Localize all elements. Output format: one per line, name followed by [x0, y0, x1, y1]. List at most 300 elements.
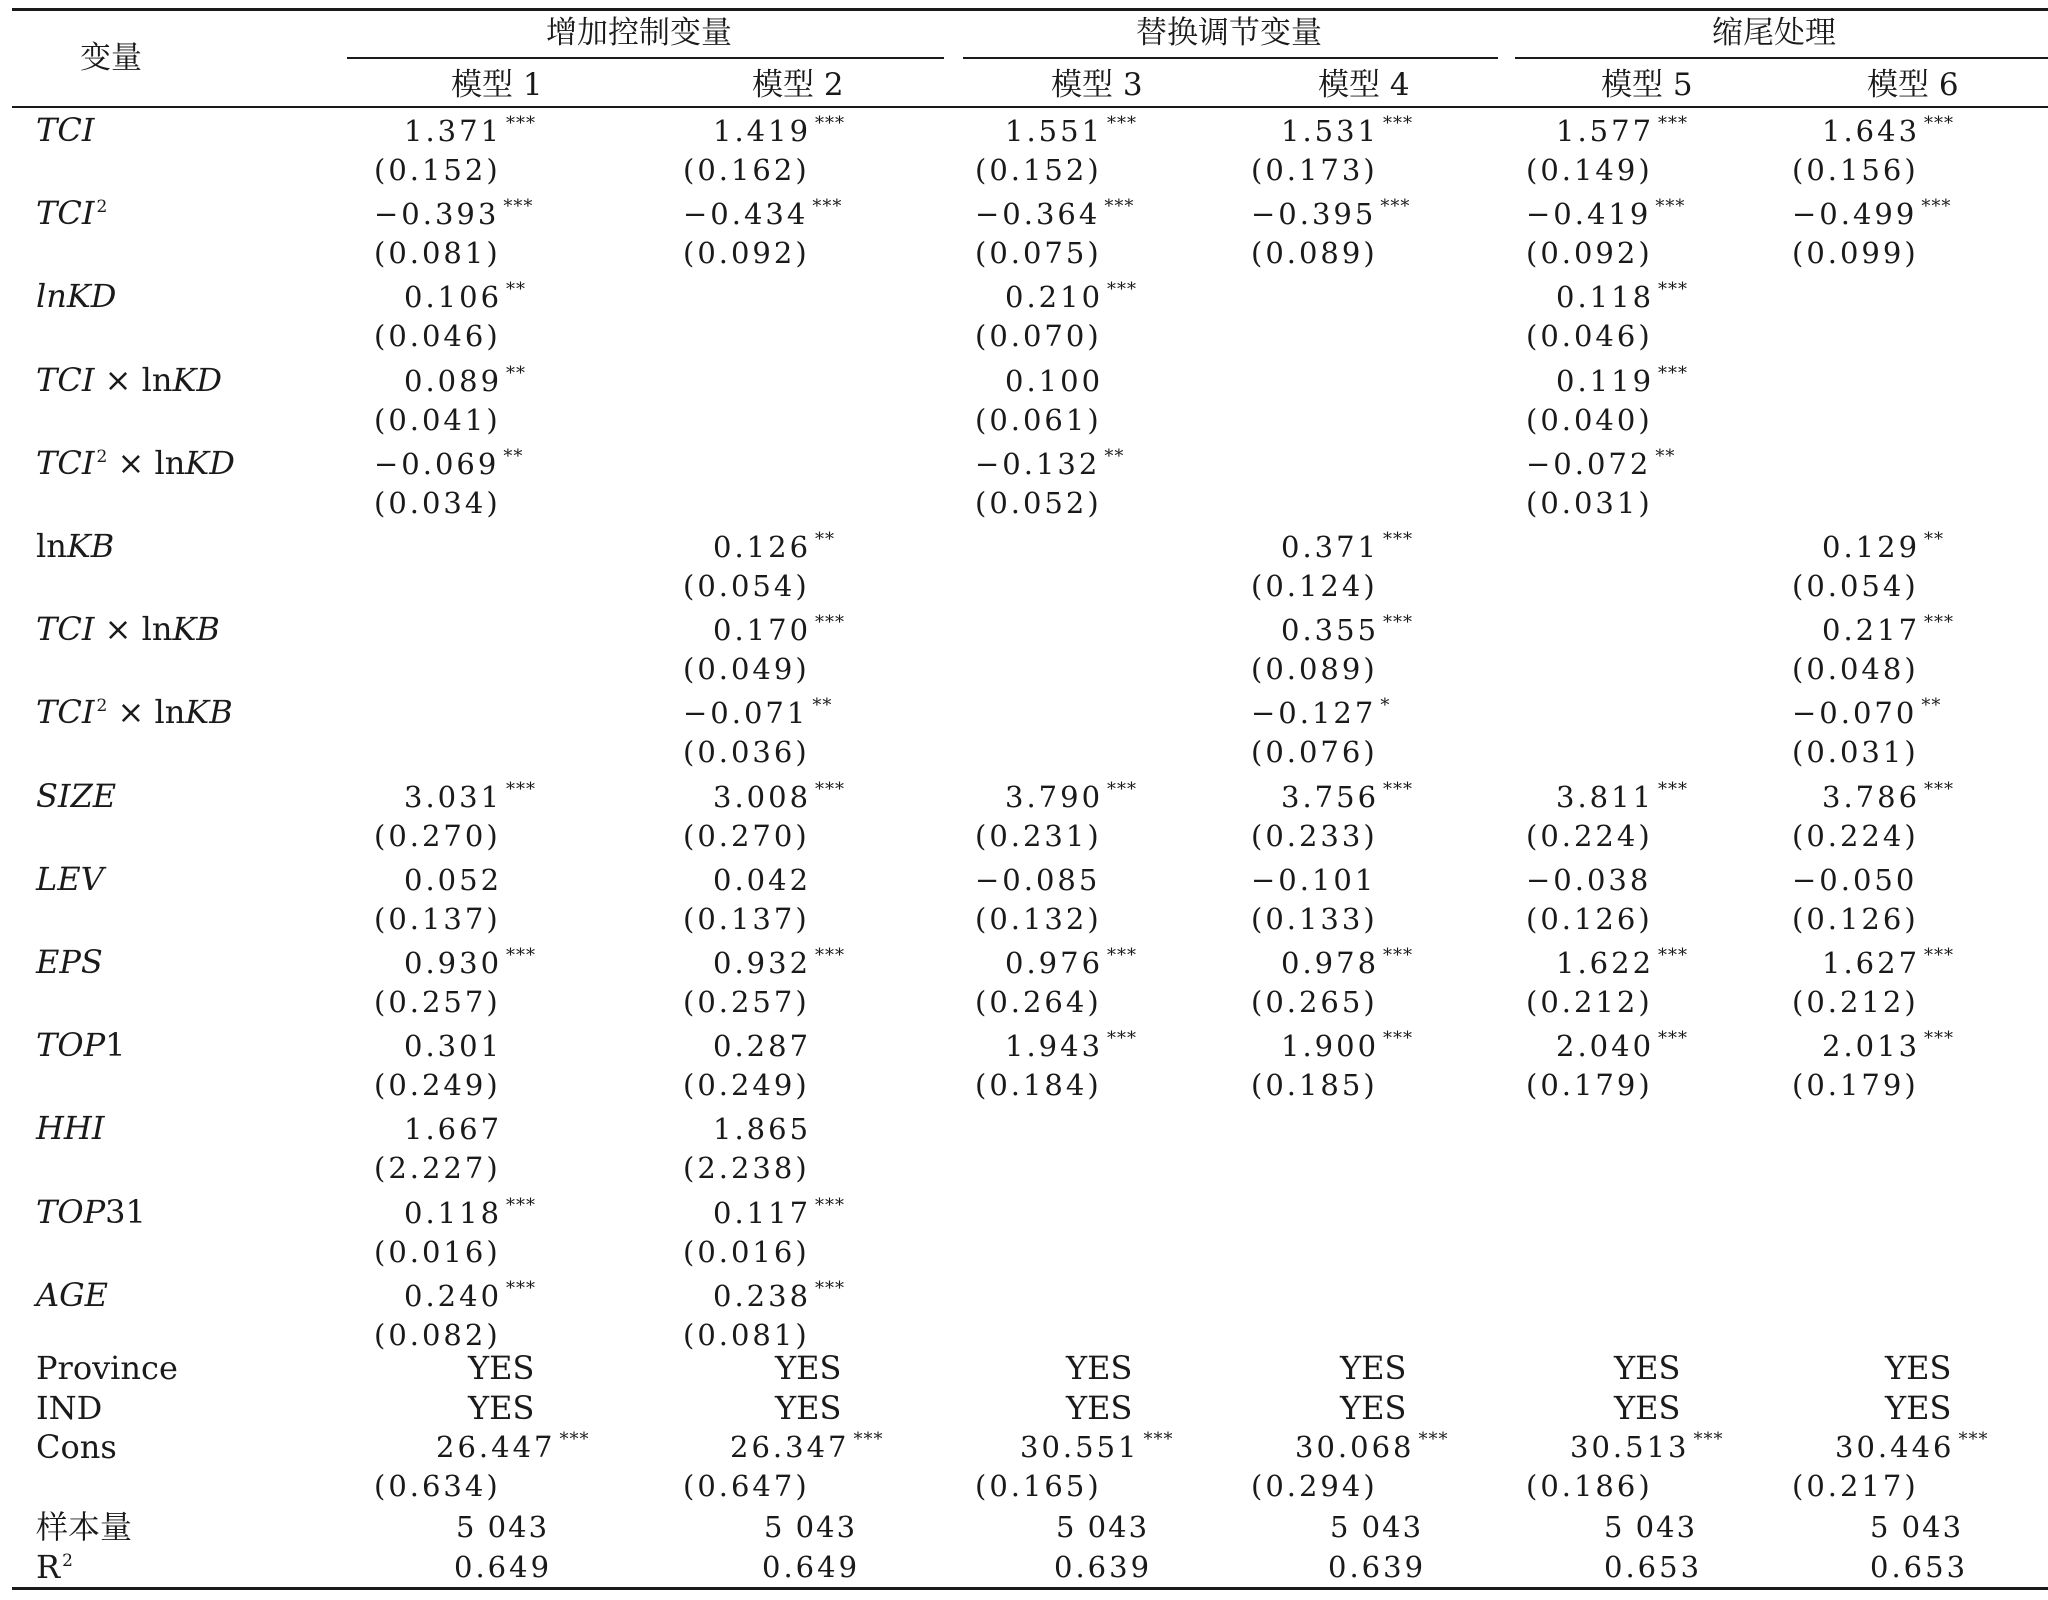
coefficient-cell [404, 1029, 503, 1063]
coefficient-cell [975, 863, 1101, 897]
r-squared-value: 0.653 [1870, 1550, 1969, 1584]
label-suffix: × ln [94, 361, 173, 399]
sample-size-value: 5 043 [456, 1510, 550, 1544]
std-error-cell: (0.179) [1526, 1068, 1653, 1102]
coefficient-value: 0.210 [1005, 280, 1104, 314]
fixed-effect-value: YES [468, 1389, 535, 1427]
coefficient-value: −0.069 [374, 447, 500, 481]
coefficient-cell [1526, 196, 1686, 231]
label-suffix: × ln [107, 444, 186, 482]
coefficient-value: 1.643 [1822, 114, 1921, 148]
coefficient-cell [1835, 1429, 1989, 1464]
coefficient-cell [1792, 695, 1942, 730]
row-label [36, 1109, 105, 1147]
std-error-cell: (0.041) [374, 403, 501, 437]
coefficient-cell [1822, 1028, 1955, 1063]
sample-size-value: 5 043 [1870, 1510, 1964, 1544]
std-error-cell: (0.040) [1526, 403, 1653, 437]
r-squared-value: 0.639 [1328, 1550, 1427, 1584]
coefficient-value: 3.756 [1281, 780, 1380, 814]
significance-stars: *** [503, 196, 534, 217]
label-suffix: 31 [105, 1193, 146, 1231]
std-error-cell: (0.075) [975, 236, 1102, 270]
std-error-cell: (0.162) [683, 153, 810, 187]
significance-stars: *** [815, 779, 846, 800]
std-error-cell: (0.070) [975, 319, 1102, 353]
row-label [36, 277, 117, 315]
std-error-cell: (2.238) [683, 1151, 810, 1185]
std-error-cell: (2.227) [374, 1151, 501, 1185]
coefficient-value: −0.071 [683, 696, 809, 730]
std-error-cell: (0.049) [683, 652, 810, 686]
model-header-6: 模型 6 [1867, 67, 1959, 103]
coefficient-value: 1.667 [404, 1112, 503, 1146]
std-error-cell: (0.137) [374, 902, 501, 936]
coefficient-value: 0.240 [404, 1279, 503, 1313]
significance-stars: *** [1380, 196, 1411, 217]
significance-stars: *** [1383, 1028, 1414, 1049]
coefficient-value: 0.371 [1281, 530, 1380, 564]
significance-stars: *** [1107, 113, 1138, 134]
row-label [36, 194, 108, 232]
fixed-effect-value: YES [1614, 1349, 1681, 1387]
coefficient-cell [1281, 529, 1414, 564]
coefficient-cell [713, 945, 846, 980]
significance-stars: *** [815, 1195, 846, 1216]
label-prefix: ln [36, 527, 67, 565]
std-error-cell: (0.126) [1526, 902, 1653, 936]
std-error-cell: (0.137) [683, 902, 810, 936]
coefficient-value: 0.301 [404, 1029, 503, 1063]
std-error-cell: (0.152) [374, 153, 501, 187]
significance-stars: ** [506, 279, 527, 300]
coefficient-cell [404, 1278, 537, 1313]
std-error-cell: (0.034) [374, 486, 501, 520]
std-error-cell: (0.156) [1792, 153, 1919, 187]
coefficient-cell [1281, 945, 1414, 980]
std-error-cell: (0.249) [374, 1068, 501, 1102]
coefficient-cell [713, 1029, 812, 1063]
label-italic: TOP [36, 1026, 106, 1064]
label-superscript: 2 [96, 696, 108, 716]
coefficient-cell [1020, 1429, 1174, 1464]
coefficient-cell [1556, 945, 1689, 980]
significance-stars: *** [1143, 1429, 1174, 1450]
significance-stars: ** [1104, 446, 1125, 467]
coefficient-cell [730, 1429, 884, 1464]
std-error-cell: (0.061) [975, 403, 1102, 437]
coefficient-cell [1822, 779, 1955, 814]
r-squared-value: 0.649 [762, 1550, 861, 1584]
row-label [36, 1026, 126, 1064]
coefficient-cell [975, 446, 1125, 481]
coefficient-value: 0.976 [1005, 946, 1104, 980]
coefficient-value: 0.126 [713, 530, 812, 564]
significance-stars: ** [503, 446, 524, 467]
significance-stars: *** [506, 945, 537, 966]
std-error-cell: (0.224) [1526, 819, 1653, 853]
coefficient-cell [1281, 612, 1414, 647]
coefficient-cell [1526, 446, 1676, 481]
fixed-effect-value: YES [1066, 1349, 1133, 1387]
coefficient-value: −0.070 [1792, 696, 1918, 730]
row-label [36, 444, 235, 482]
coefficient-cell [683, 196, 843, 231]
coefficient-value: −0.072 [1526, 447, 1652, 481]
std-error-cell: (0.217) [1792, 1469, 1919, 1503]
coefficient-cell [436, 1429, 590, 1464]
significance-stars: *** [1383, 612, 1414, 633]
coefficient-value: 1.551 [1005, 114, 1104, 148]
coefficient-cell [404, 945, 537, 980]
std-error-cell: (0.647) [683, 1469, 810, 1503]
coefficient-value: 0.052 [404, 863, 503, 897]
significance-stars: *** [1383, 779, 1414, 800]
coefficient-value: 30.446 [1835, 1430, 1955, 1464]
coefficient-cell [1281, 1028, 1414, 1063]
label-italic: lnKD [36, 277, 117, 315]
coefficient-value: 0.930 [404, 946, 503, 980]
label-superscript: 2 [96, 447, 108, 467]
coefficient-value: −0.085 [975, 863, 1101, 897]
coefficient-cell [713, 779, 846, 814]
coefficient-value: 0.119 [1556, 364, 1655, 398]
r-squared-value: 0.639 [1054, 1550, 1153, 1584]
coefficient-cell [1792, 196, 1952, 231]
label-italic: AGE [36, 1276, 109, 1314]
std-error-cell: (0.092) [683, 236, 810, 270]
coefficient-cell [1570, 1429, 1724, 1464]
fixed-effect-value: YES [1340, 1389, 1407, 1427]
std-error-cell: (0.048) [1792, 652, 1919, 686]
coefficient-value: 30.513 [1570, 1430, 1690, 1464]
coefficient-cell [713, 1112, 812, 1146]
std-error-cell: (0.054) [683, 569, 810, 603]
label-italic: TCI [36, 111, 95, 149]
coefficient-value: 0.932 [713, 946, 812, 980]
coefficient-cell [1251, 695, 1391, 730]
coefficient-cell [1822, 529, 1945, 564]
std-error-cell: (0.212) [1792, 985, 1919, 1019]
coefficient-value: 0.355 [1281, 613, 1380, 647]
coefficient-value: 26.347 [730, 1430, 850, 1464]
std-error-cell: (0.173) [1251, 153, 1378, 187]
row-label [36, 1276, 109, 1314]
significance-stars: ** [1921, 695, 1942, 716]
significance-stars: *** [1658, 1028, 1689, 1049]
fixed-effect-value: YES [1885, 1349, 1952, 1387]
significance-stars: *** [506, 779, 537, 800]
std-error-cell: (0.149) [1526, 153, 1653, 187]
std-error-cell: (0.081) [683, 1318, 810, 1352]
significance-stars: *** [815, 612, 846, 633]
significance-stars: *** [1924, 113, 1955, 134]
row-label [36, 111, 95, 149]
std-error-cell: (0.212) [1526, 985, 1653, 1019]
significance-stars: *** [1104, 196, 1135, 217]
label-italic: TCI [36, 361, 95, 399]
significance-stars: ** [812, 695, 833, 716]
coefficient-cell [1281, 779, 1414, 814]
std-error-cell: (0.036) [683, 735, 810, 769]
coefficient-cell [404, 779, 537, 814]
coefficient-value: 1.943 [1005, 1029, 1104, 1063]
coefficient-cell [1295, 1429, 1449, 1464]
std-error-cell: (0.099) [1792, 236, 1919, 270]
label-italic: TCI [36, 444, 95, 482]
fixed-effect-value: YES [775, 1349, 842, 1387]
significance-stars: ** [1655, 446, 1676, 467]
significance-stars: *** [1924, 612, 1955, 633]
std-error-cell: (0.257) [683, 985, 810, 1019]
coefficient-value: 26.447 [436, 1430, 556, 1464]
significance-stars: *** [1924, 945, 1955, 966]
label-italic-2: KB [185, 693, 233, 731]
coefficient-value: 1.627 [1822, 946, 1921, 980]
label-suffix: × ln [94, 610, 173, 648]
label-italic: TCI [36, 194, 95, 232]
coefficient-value: 3.031 [404, 780, 503, 814]
significance-stars: *** [1658, 279, 1689, 300]
coefficient-value: 30.068 [1295, 1430, 1415, 1464]
fixed-effect-value: YES [1066, 1389, 1133, 1427]
coefficient-value: 0.170 [713, 613, 812, 647]
coefficient-value: 0.118 [404, 1196, 503, 1230]
row-label: Province [36, 1349, 178, 1387]
label-italic: TCI [36, 693, 95, 731]
group-rule-2 [963, 57, 1498, 59]
std-error-cell: (0.016) [683, 1235, 810, 1269]
std-error-cell: (0.179) [1792, 1068, 1919, 1102]
std-error-cell: (0.231) [975, 819, 1102, 853]
group-header-2: 替换调节变量 [1136, 15, 1322, 51]
significance-stars: *** [1107, 1028, 1138, 1049]
row-label [36, 610, 220, 648]
label-italic-2: KD [185, 444, 235, 482]
coefficient-cell [1251, 196, 1411, 231]
coefficient-value: 1.622 [1556, 946, 1655, 980]
coefficient-cell [1005, 113, 1138, 148]
coefficient-value: 0.217 [1822, 613, 1921, 647]
std-error-cell: (0.092) [1526, 236, 1653, 270]
coefficient-value: 0.106 [404, 280, 503, 314]
std-error-cell: (0.132) [975, 902, 1102, 936]
significance-stars: *** [1655, 196, 1686, 217]
significance-stars: *** [1107, 279, 1138, 300]
std-error-cell: (0.270) [374, 819, 501, 853]
label-italic: LEV [36, 860, 104, 898]
std-error-cell: (0.264) [975, 985, 1102, 1019]
label-suffix: × ln [107, 693, 186, 731]
r-squared-value: 0.653 [1604, 1550, 1703, 1584]
label-superscript: 2 [62, 1551, 73, 1571]
std-error-cell: (0.126) [1792, 902, 1919, 936]
significance-stars: *** [506, 113, 537, 134]
std-error-cell: (0.082) [374, 1318, 501, 1352]
label-italic: EPS [36, 943, 103, 981]
label-italic: TCI [36, 610, 95, 648]
std-error-cell: (0.185) [1251, 1068, 1378, 1102]
coefficient-cell [713, 863, 812, 897]
significance-stars: ** [1924, 529, 1945, 550]
coefficient-value: −0.419 [1526, 197, 1652, 231]
label-italic-2: KB [172, 610, 220, 648]
significance-stars: *** [1383, 529, 1414, 550]
coefficient-value: 0.042 [713, 863, 812, 897]
coefficient-value: 0.100 [1005, 364, 1104, 398]
coefficient-value: 3.790 [1005, 780, 1104, 814]
coefficient-cell [713, 1195, 846, 1230]
sample-size-value: 5 043 [764, 1510, 858, 1544]
coefficient-value: −0.038 [1526, 863, 1652, 897]
coefficient-value: 0.129 [1822, 530, 1921, 564]
significance-stars: * [1380, 695, 1391, 716]
row-label: 样本量 [36, 1508, 133, 1546]
top-rule [12, 8, 2048, 11]
label-italic: HHI [36, 1109, 105, 1147]
coefficient-value: −0.127 [1251, 696, 1377, 730]
std-error-cell: (0.165) [975, 1469, 1102, 1503]
coefficient-cell [1822, 945, 1955, 980]
significance-stars: *** [559, 1429, 590, 1450]
coefficient-cell [1251, 863, 1377, 897]
model-header-3: 模型 3 [1051, 67, 1143, 103]
label-italic: SIZE [36, 777, 117, 815]
fixed-effect-value: YES [1340, 1349, 1407, 1387]
std-error-cell: (0.152) [975, 153, 1102, 187]
coefficient-value: 1.865 [713, 1112, 812, 1146]
group-header-1: 增加控制变量 [546, 15, 732, 51]
coefficient-value: 0.287 [713, 1029, 812, 1063]
std-error-cell: (0.046) [374, 319, 501, 353]
row-label: Cons [36, 1428, 117, 1466]
coefficient-value: 0.978 [1281, 946, 1380, 980]
std-error-cell: (0.089) [1251, 652, 1378, 686]
sample-size-value: 5 043 [1330, 1510, 1424, 1544]
fixed-effect-value: YES [1885, 1389, 1952, 1427]
std-error-cell: (0.081) [374, 236, 501, 270]
row-label [36, 860, 104, 898]
significance-stars: *** [1658, 363, 1689, 384]
row-label [36, 693, 233, 731]
variable-header: 变量 [80, 40, 142, 76]
coefficient-value: 1.900 [1281, 1029, 1380, 1063]
coefficient-value: −0.132 [975, 447, 1101, 481]
coefficient-cell [1556, 779, 1689, 814]
group-rule-3 [1515, 57, 2048, 59]
model-header-1: 模型 1 [451, 67, 543, 103]
coefficient-value: 2.040 [1556, 1029, 1655, 1063]
significance-stars: *** [1693, 1429, 1724, 1450]
coefficient-value: 1.531 [1281, 114, 1380, 148]
fixed-effect-value: YES [468, 1349, 535, 1387]
significance-stars: *** [1383, 945, 1414, 966]
std-error-cell: (0.294) [1251, 1469, 1378, 1503]
coefficient-cell [1822, 113, 1955, 148]
coefficient-cell [1556, 279, 1689, 314]
model-header-4: 模型 4 [1318, 67, 1410, 103]
coefficient-cell [1556, 363, 1689, 398]
significance-stars: *** [1418, 1429, 1449, 1450]
coefficient-value: 2.013 [1822, 1029, 1921, 1063]
coefficient-cell [683, 695, 833, 730]
label-italic: KB [66, 527, 115, 565]
row-label [36, 527, 115, 565]
coefficient-value: −0.434 [683, 197, 809, 231]
coefficient-value: 30.551 [1020, 1430, 1140, 1464]
coefficient-value: 3.786 [1822, 780, 1921, 814]
std-error-cell: (0.265) [1251, 985, 1378, 1019]
coefficient-cell [1005, 279, 1138, 314]
coefficient-cell [404, 863, 503, 897]
significance-stars: *** [1658, 779, 1689, 800]
significance-stars: *** [1958, 1429, 1989, 1450]
significance-stars: *** [1383, 113, 1414, 134]
std-error-cell: (0.270) [683, 819, 810, 853]
sample-size-value: 5 043 [1604, 1510, 1698, 1544]
sample-size-value: 5 043 [1056, 1510, 1150, 1544]
std-error-cell: (0.249) [683, 1068, 810, 1102]
coefficient-cell [404, 279, 527, 314]
coefficient-value: 0.089 [404, 364, 503, 398]
coefficient-cell [1556, 1028, 1689, 1063]
coefficient-cell [713, 113, 846, 148]
significance-stars: *** [506, 1278, 537, 1299]
coefficient-cell [1526, 863, 1652, 897]
significance-stars: *** [1658, 945, 1689, 966]
std-error-cell: (0.233) [1251, 819, 1378, 853]
coefficient-value: 1.371 [404, 114, 503, 148]
coefficient-cell [374, 196, 534, 231]
bottom-rule [12, 1587, 2048, 1590]
group-rule-1 [347, 57, 944, 59]
label-italic-2: KD [172, 361, 223, 399]
header-bottom-rule [12, 106, 2048, 108]
coefficient-value: 1.419 [713, 114, 812, 148]
std-error-cell: (0.133) [1251, 902, 1378, 936]
coefficient-cell [713, 529, 836, 564]
coefficient-value: −0.050 [1792, 863, 1918, 897]
significance-stars: ** [815, 529, 836, 550]
coefficient-value: 1.577 [1556, 114, 1655, 148]
coefficient-cell [404, 363, 527, 398]
coefficient-value: −0.499 [1792, 197, 1918, 231]
group-header-3: 缩尾处理 [1712, 15, 1836, 51]
label-text: R [36, 1548, 61, 1586]
coefficient-cell [404, 1112, 503, 1146]
coefficient-value: −0.393 [374, 197, 500, 231]
label-superscript: 2 [96, 197, 108, 217]
coefficient-cell [1005, 364, 1104, 398]
fixed-effect-value: YES [1614, 1389, 1681, 1427]
coefficient-cell [374, 446, 524, 481]
std-error-cell: (0.186) [1526, 1469, 1653, 1503]
row-label [36, 777, 117, 815]
std-error-cell: (0.124) [1251, 569, 1378, 603]
coefficient-cell [404, 113, 537, 148]
coefficient-cell [1822, 612, 1955, 647]
significance-stars: *** [506, 1195, 537, 1216]
label-italic: TOP [36, 1193, 106, 1231]
row-label [36, 1193, 146, 1231]
std-error-cell: (0.184) [975, 1068, 1102, 1102]
significance-stars: ** [506, 363, 527, 384]
coefficient-cell [1792, 863, 1918, 897]
std-error-cell: (0.634) [374, 1469, 501, 1503]
row-label [36, 1548, 73, 1586]
row-label [36, 361, 223, 399]
coefficient-cell [1281, 113, 1414, 148]
